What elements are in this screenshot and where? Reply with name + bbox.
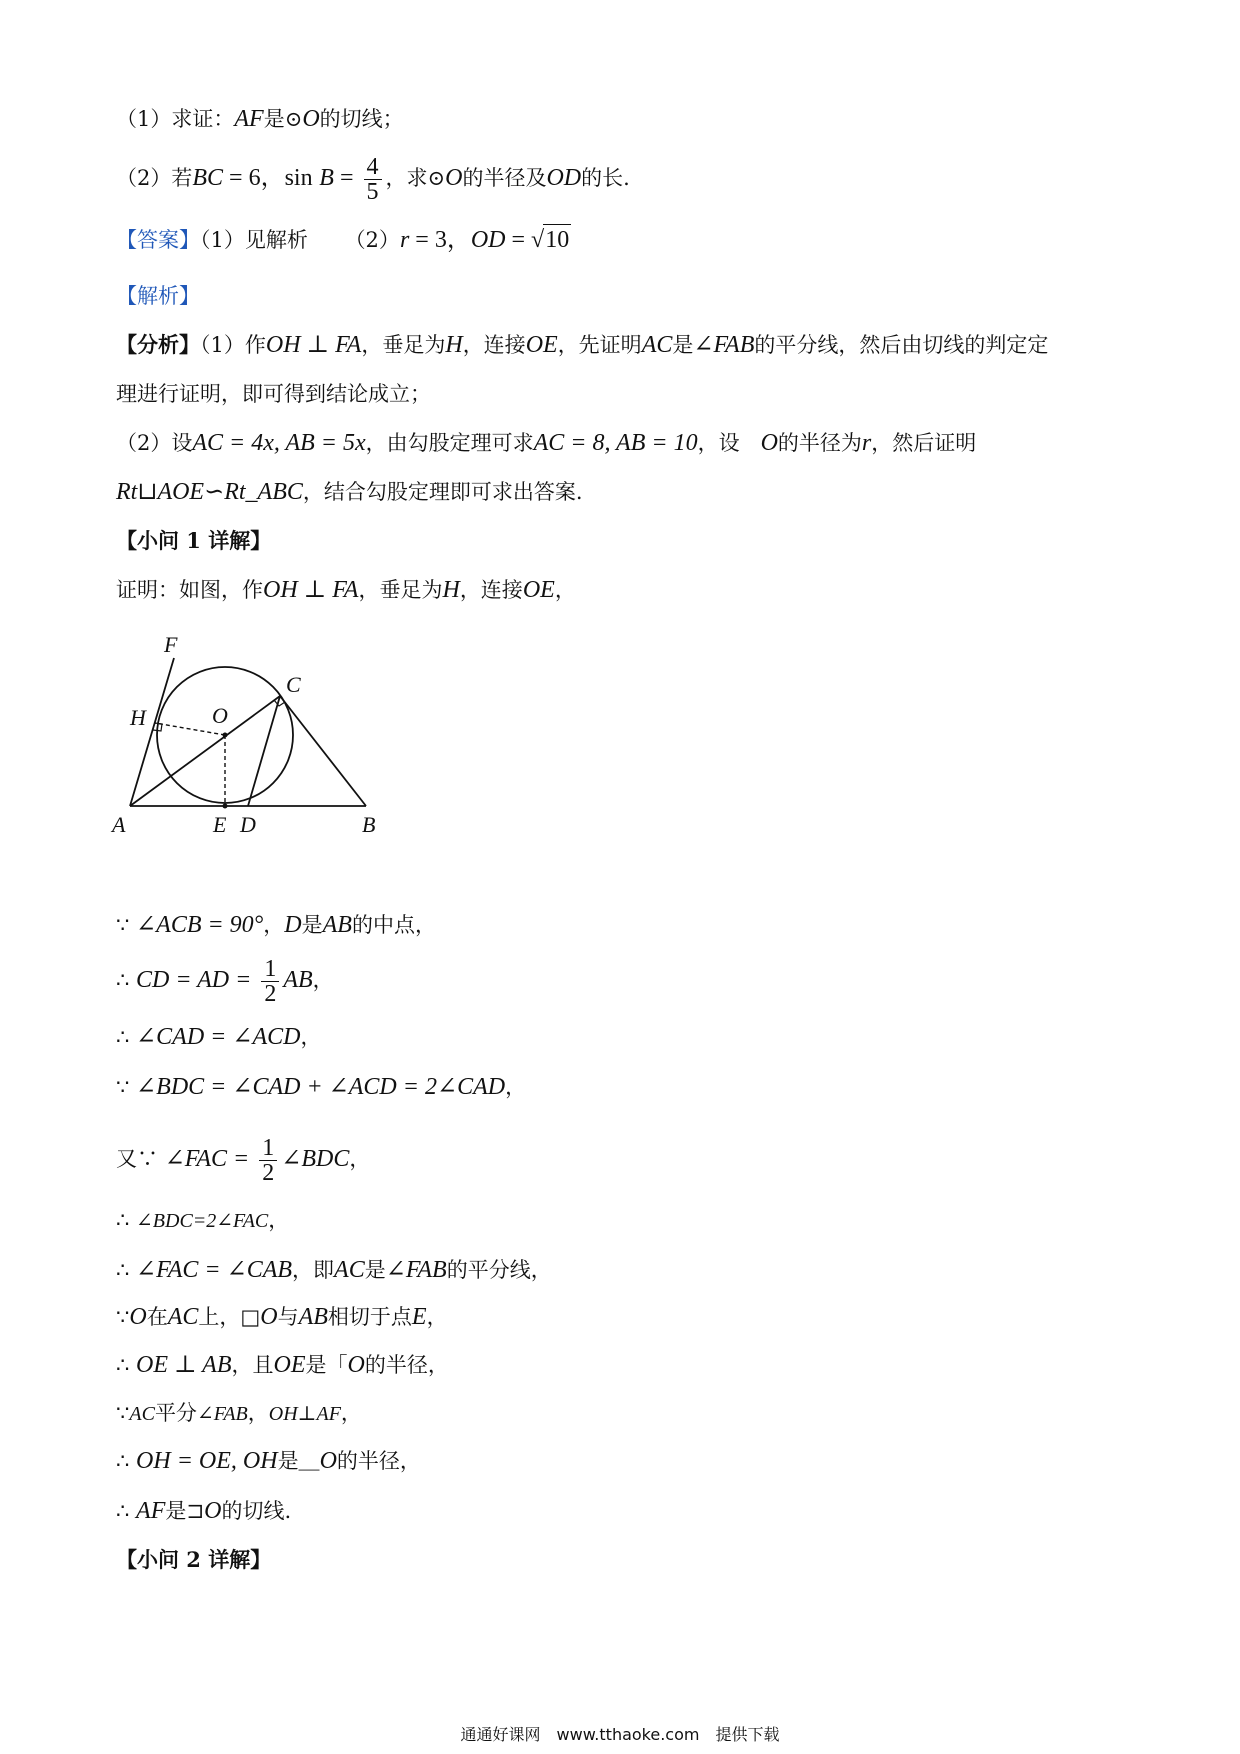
- label-h: H: [130, 705, 146, 730]
- label-o: O: [212, 703, 228, 728]
- label-a: A: [112, 812, 126, 837]
- line-af: [130, 658, 174, 806]
- geometry-figure: [100, 618, 400, 843]
- label-f: F: [164, 632, 178, 657]
- q1-tag: 【小问 1 详解】: [116, 528, 272, 553]
- label-c: C: [286, 672, 301, 697]
- proof-step-12: ∴ AF是⊐O的切线.: [116, 1498, 292, 1524]
- fraction-1-2-b: $\frac{1}{2}$: [259, 1136, 277, 1185]
- label-b: B: [362, 812, 376, 837]
- line-ac: [130, 696, 280, 806]
- fenxi-line-4: Rt⊔AOE∽Rt_ABC，结合勾股定理即可求出答案.: [116, 479, 583, 505]
- proof-step-1: ∵ ∠ACB = 90°，D是AB的中点，: [116, 912, 436, 938]
- proof-step-9: ∴ OE ⊥ AB，且OE是「O的半径，: [116, 1352, 449, 1378]
- question-part2: （2）若BC = 6，sin B = $\frac{4}{5}$ ，求⊙O的半径及OD的长.: [116, 154, 630, 205]
- proof-intro: 证明：如图，作OH ⊥ FA，垂足为H，连接OE，: [116, 577, 576, 603]
- proof-step-7: ∴ ∠FAC = ∠CAB，即AC是∠FAB的平分线，: [116, 1257, 552, 1283]
- answer-line: 【答案】（1）见解析 （2）r = 3，OD = √10: [116, 224, 571, 255]
- fenxi-line-2: 理进行证明，即可得到结论成立；: [116, 382, 431, 406]
- q2-tag: 【小问 2 详解】: [116, 1547, 272, 1572]
- point-e: [223, 804, 228, 809]
- line-cd: [248, 696, 280, 806]
- proof-step-3: ∴ ∠CAD = ∠ACD，: [116, 1024, 322, 1050]
- proof-step-11: ∴ OH = OE, OH是＿O的半径，: [116, 1448, 421, 1474]
- label-e: E: [213, 812, 227, 837]
- line-cb: [280, 696, 366, 806]
- fraction-1-2: $\frac{1}{2}$: [261, 957, 279, 1006]
- proof-step-8: ∵O在AC上，□O与AB相切于点E，: [116, 1304, 448, 1330]
- proof-step-4: ∵ ∠BDC = ∠CAD + ∠ACD = 2∠CAD，: [116, 1074, 527, 1100]
- analysis-tag: 【解析】: [116, 284, 200, 308]
- question-part1: （1）求证：AF是⊙O的切线；: [116, 106, 404, 132]
- fraction-4-5: $\frac{4}{5}$: [364, 155, 382, 204]
- fenxi-line-3: （2）设AC = 4x, AB = 5x，由勾股定理可求AC = 8, AB = 10，设 O的半径为r，然后证明: [116, 430, 977, 456]
- footer-credit: 通通好课网 www.tthaoke.com 提供下载: [460, 1725, 780, 1744]
- point-o: [223, 733, 228, 738]
- label-d: D: [240, 812, 256, 837]
- proof-step-5: 又∵ ∠FAC = $\frac{1}{2}$ ∠BDC，: [116, 1135, 371, 1186]
- proof-step-6: ∴ ∠BDC=2∠FAC，: [116, 1208, 290, 1232]
- answer-tag: 【答案】: [116, 228, 200, 252]
- proof-step-10: ∵AC平分∠FAB，OH⊥AF，: [116, 1401, 362, 1425]
- proof-step-2: ∴ CD = AD = $\frac{1}{2}$ AB，: [116, 956, 334, 1007]
- fenxi-line-1: 【分析】（1）作OH ⊥ FA，垂足为H，连接OE，先证明AC是∠FAB的平分线，然后由切线的判定定: [116, 332, 1049, 358]
